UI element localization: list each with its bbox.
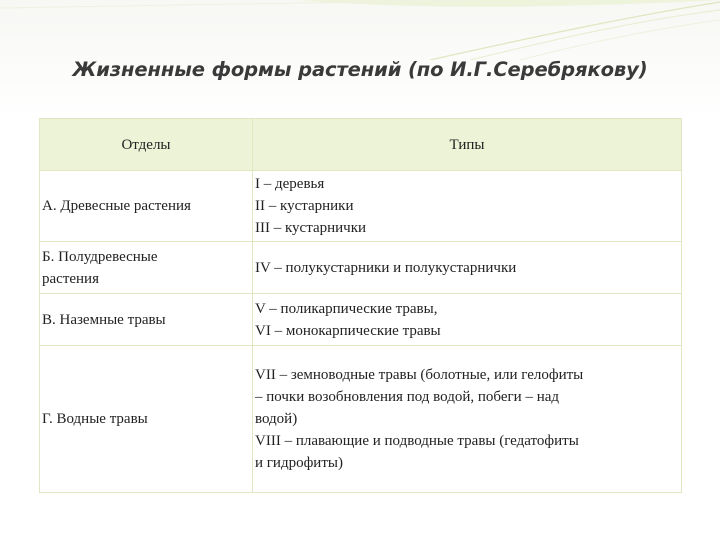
type-line: III – кустарнички [255, 220, 367, 236]
type-line: – почки возобновления под водой, побеги – над [255, 389, 560, 405]
header-types: Типы [253, 119, 682, 171]
department-text: Б. Полудревесные [42, 248, 158, 265]
type-line: VII – земноводные травы (болотные, или гелофиты [255, 367, 584, 383]
type-line: I – деревья [255, 176, 325, 192]
department-cell [40, 171, 253, 242]
type-line: V – поликарпические травы, [255, 300, 438, 317]
type-line: II – кустарники [255, 198, 354, 214]
types-cell [253, 242, 682, 294]
page-title: Жизненные формы растений (по И.Г.Серебрякову) [72, 58, 648, 81]
header-departments: Отделы [40, 119, 253, 171]
department-text: растения [42, 270, 99, 287]
life-forms-table [39, 118, 682, 493]
department-cell [40, 294, 253, 346]
table-row [40, 294, 682, 346]
department-text: В. Наземные травы [42, 311, 166, 328]
types-cell [253, 346, 682, 493]
type-line: водой) [255, 411, 298, 427]
table-row [40, 171, 682, 242]
type-line: и гидрофиты) [255, 455, 343, 471]
table-row [40, 242, 682, 294]
department-cell [40, 242, 253, 294]
table-row [40, 346, 682, 493]
department-cell [40, 346, 253, 493]
decorative-swoosh [0, 0, 720, 60]
table-header-row [40, 119, 682, 171]
types-cell [253, 171, 682, 242]
type-line: IV – полукустарники и полукустарнички [255, 259, 517, 276]
type-line: VIII – плавающие и подводные травы (гедатофиты [255, 433, 579, 449]
department-text: А. Древесные растения [42, 198, 191, 214]
department-text: Г. Водные травы [42, 411, 148, 427]
types-cell [253, 294, 682, 346]
type-line: VI – монокарпические травы [255, 322, 441, 339]
